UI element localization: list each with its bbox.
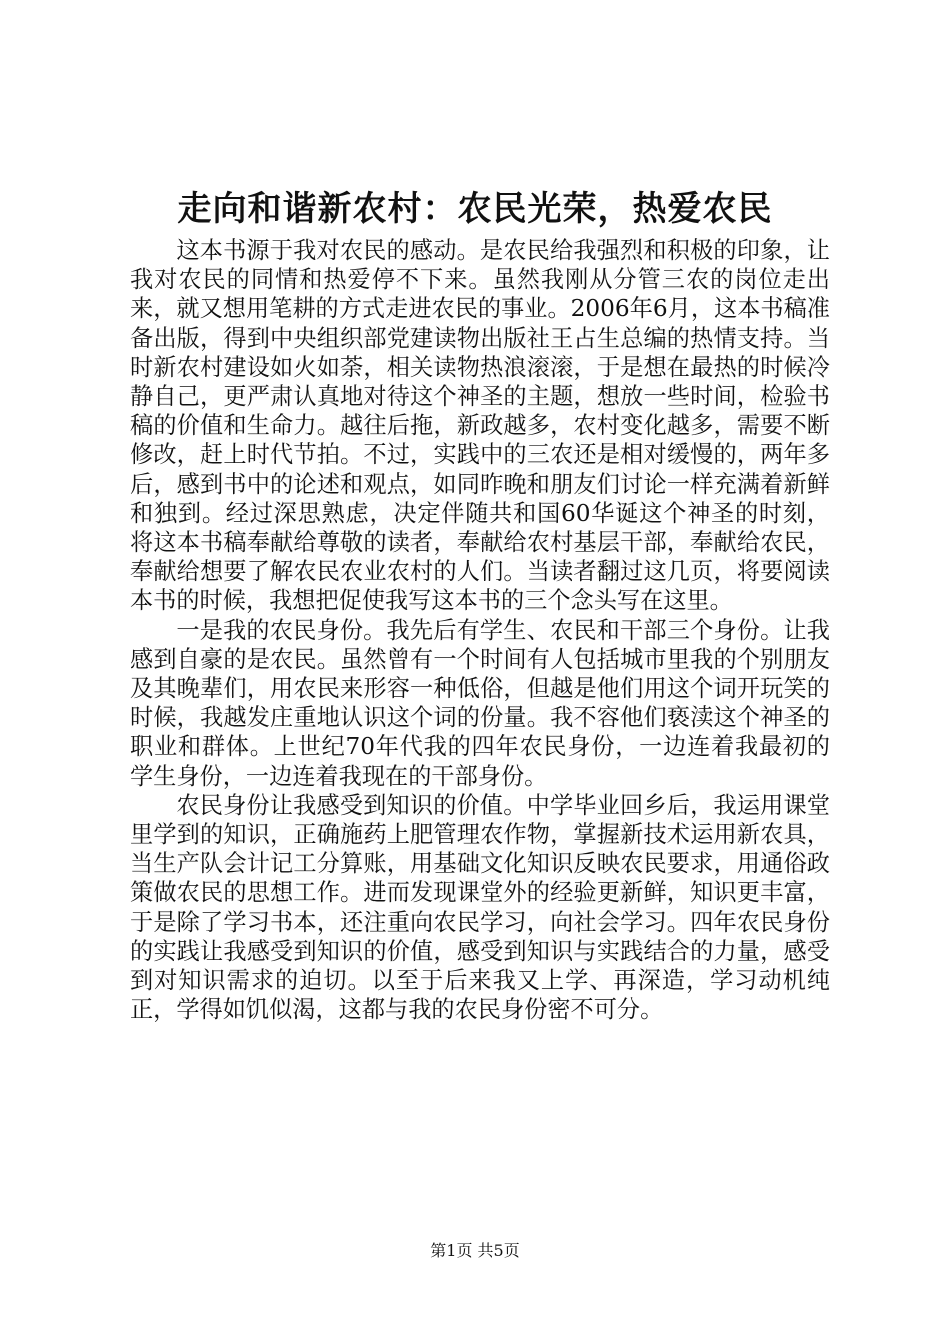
paragraph: 这本书源于我对农民的感动。是农民给我强烈和积极的印象，让我对农民的同情和热爱停不下来。虽然我刚从分管三农的岗位走出来，就又想用笔耕的方式走进农民的事业。2006年6月，这本书稿准备出版，得到中央组织部党建读物出版社王占生总编的热情支持。当时新农村建设如火如荼，相关读物热浪滚滚，于是想在最热的时候冷静自己，更严肃认真地对待这个神圣的主题，想放一些时间，检验书稿的价值和生命力。越往后拖，新政越多，农村变化越多，需要不断修改，赶上时代节拍。不过，实践中的三农还是相对缓慢的，两年多后，感到书中的论述和观点，如同昨晚和朋友们讨论一样充满着新鲜和独到。经过深思熟虑，决定伴随共和国60华诞这个神圣的时刻，将这本书稿奉献给尊敬的读者，奉献给农村基层干部，奉献给农民，奉献给想要了解农民农业农村的人们。当读者翻过这几页，将要阅读本书的时候，我想把促使我写这本书的三个念头写在这里。 [130, 237, 830, 615]
document-title: 走向和谐新农村：农民光荣，热爱农民 [177, 189, 773, 229]
paragraph: 农民身份让我感受到知识的价值。中学毕业回乡后，我运用课堂里学到的知识，正确施药上肥管理农作物，掌握新技术运用新农具，当生产队会计记工分算账，用基础文化知识反映农民要求，用通俗政策做农民的思想工作。进而发现课堂外的经验更新鲜，知识更丰富，于是除了学习书本，还注重向农民学习，向社会学习。四年农民身份的实践让我感受到知识的价值，感受到知识与实践结合的力量，感受到对知识需求的迫切。以至于后来我又上学、再深造，学习动机纯正，学得如饥似渴，这都与我的农民身份密不可分。 [130, 791, 830, 1024]
page-footer: 第1页 共5页 [430, 1241, 520, 1260]
paragraph: 一是我的农民身份。我先后有学生、农民和干部三个身份。让我感到自豪的是农民。虽然曾有一个时间有人包括城市里我的个别朋友及其晚辈们，用农民来形容一种低俗，但越是他们用这个词开玩笑的时候，我越发庄重地认识这个词的份量。我不容他们亵渎这个神圣的职业和群体。上世纪70年代我的四年农民身份，一边连着我最初的学生身份，一边连着我现在的干部身份。 [130, 616, 830, 790]
document-body [130, 236, 830, 1024]
